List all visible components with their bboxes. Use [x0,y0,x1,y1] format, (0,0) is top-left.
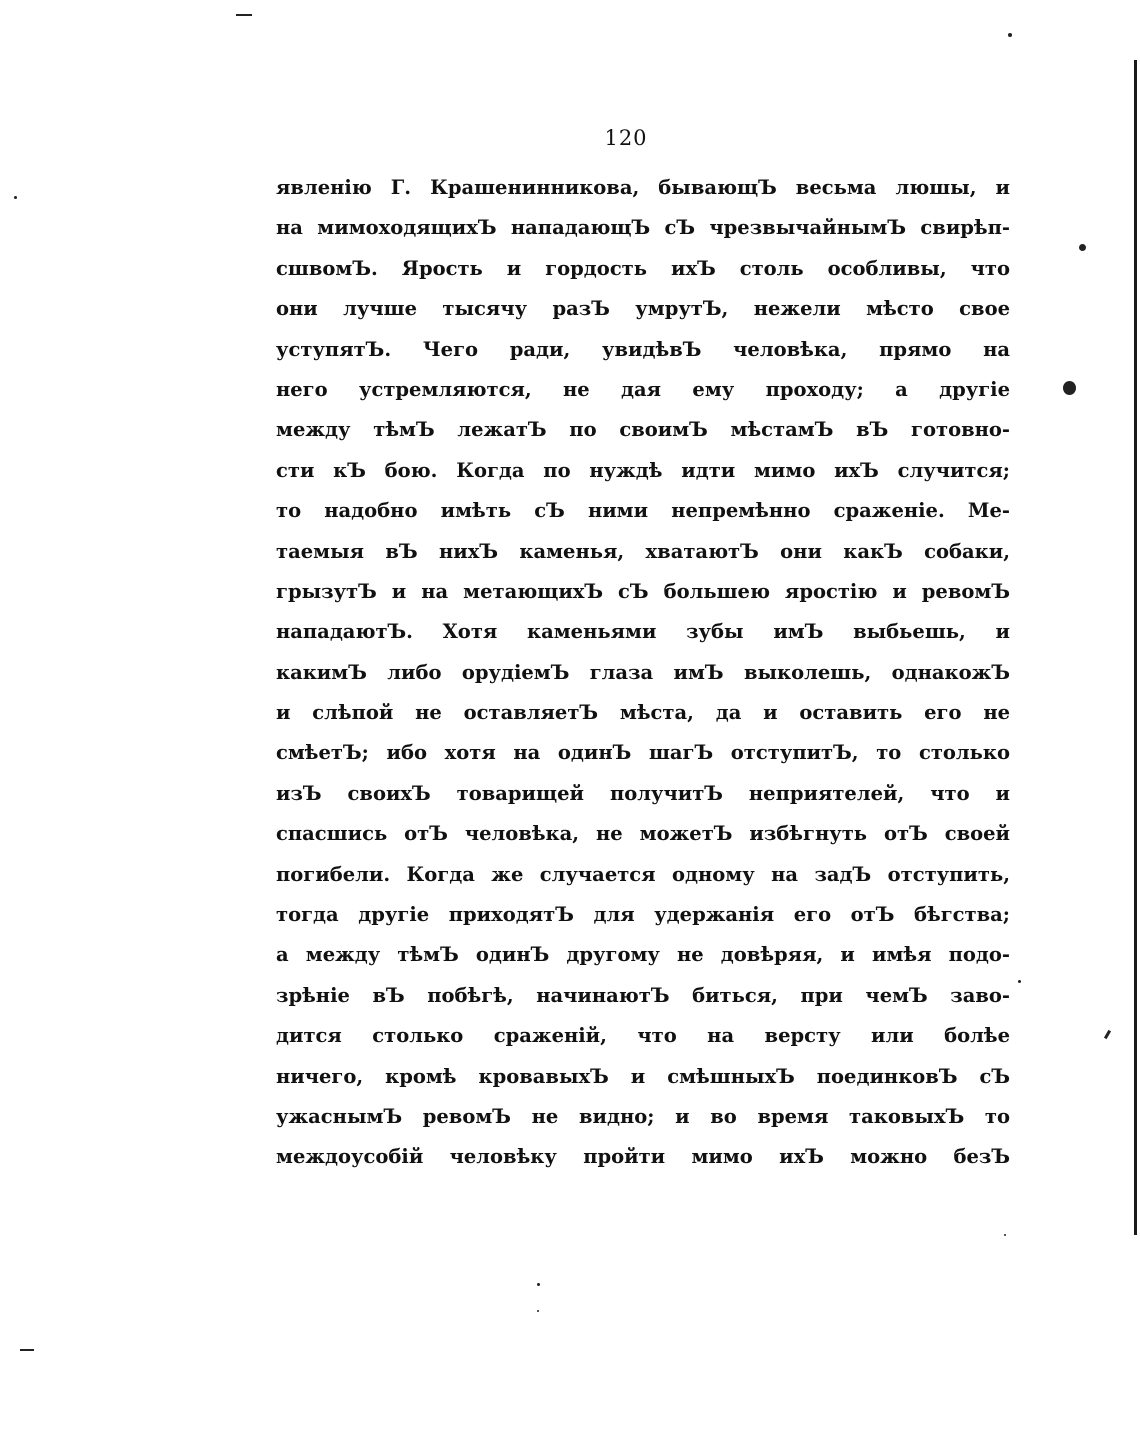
text-line: какимЪ либо орудіемЪ глаза имЪ выколешь, однакожЪ [276,660,1010,684]
page-edge-line [1134,60,1137,1235]
text-line: смѣетЪ; ибо хотя на одинЪ шагЪ отступитЪ, то столько [276,741,1010,765]
scan-speck [1008,33,1012,37]
text-line: сшвомЪ. Ярость и гордость ихЪ столь особливы, что [276,256,1010,280]
scan-speck [14,196,17,199]
text-line: то надобно имѣть сЪ ними непремѣнно сраженіе. Ме- [276,499,1010,523]
text-line: явленію Г. Крашенинникова, бывающЪ весьма люшы, и [276,176,1010,199]
text-line: таемыя вЪ нихЪ каменья, хватаютЪ они какЪ собаки, [276,539,1010,563]
page-number: 120 [604,126,648,150]
scan-speck [537,1283,540,1286]
text-line: него устремляются, не дая ему проходу; а другіе [276,377,1010,401]
text-line: зрѣніе вЪ побѣгѣ, начинаютЪ биться, при чемЪ заво- [276,983,1010,1007]
text-line: ужаснымЪ ревомЪ не видно; и во время таковыхЪ то [276,1104,1010,1128]
text-line: а между тѣмЪ одинЪ другому не довѣряя, и имѣя подо- [276,943,1010,967]
text-line: уступятЪ. Чего ради, увидѣвЪ человѣка, прямо на [276,337,1010,361]
text-line: ничего, кромѣ кровавыхЪ и смѣшныхЪ поединковЪ сЪ [276,1064,1010,1088]
text-line: тогда другіе приходятЪ для удержанія его отЪ бѣгства; [276,903,1010,927]
text-line: между тѣмЪ лежатЪ по своимЪ мѣстамЪ вЪ готовно- [276,418,1010,442]
text-line: на мимоходящихЪ нападающЪ сЪ чрезвычайнымЪ свирѣп- [276,216,1010,240]
text-line: дится столько сраженій, что на версту или болѣе [276,1024,1010,1048]
text-line: междоусобій человѣку пройти мимо ихЪ можно безЪ [276,1145,1010,1169]
scan-speck [236,14,252,16]
text-line: изЪ своихЪ товарищей получитЪ неприятелей, что и [276,781,1010,805]
scan-speck [537,1310,539,1312]
scan-speck [20,1349,34,1351]
scan-speck [1079,244,1086,251]
scan-speck [1104,1030,1111,1039]
text-line: погибели. Когда же случается одному на задЪ отступить, [276,862,1010,886]
scan-speck [1004,1234,1006,1236]
text-line: и слѣпой не оставляетЪ мѣста, да и оставить его не [276,701,1010,725]
body-text [276,168,1010,1178]
text-line: они лучше тысячу разЪ умрутЪ, нежели мѣсто свое [276,297,1010,321]
text-line: нападаютЪ. Хотя каменьями зубы имЪ выбьешь, и [276,620,1010,644]
text-line: грызутЪ и на метающихЪ сЪ большею яростію и ревомЪ [276,579,1010,603]
scan-speck [1063,381,1076,395]
text-line: спасшись отЪ человѣка, не можетЪ избѣгнуть отЪ своей [276,822,1010,846]
scan-speck [1018,980,1021,983]
text-line: сти кЪ бою. Когда по нуждѣ идти мимо ихЪ случится; [276,458,1010,482]
